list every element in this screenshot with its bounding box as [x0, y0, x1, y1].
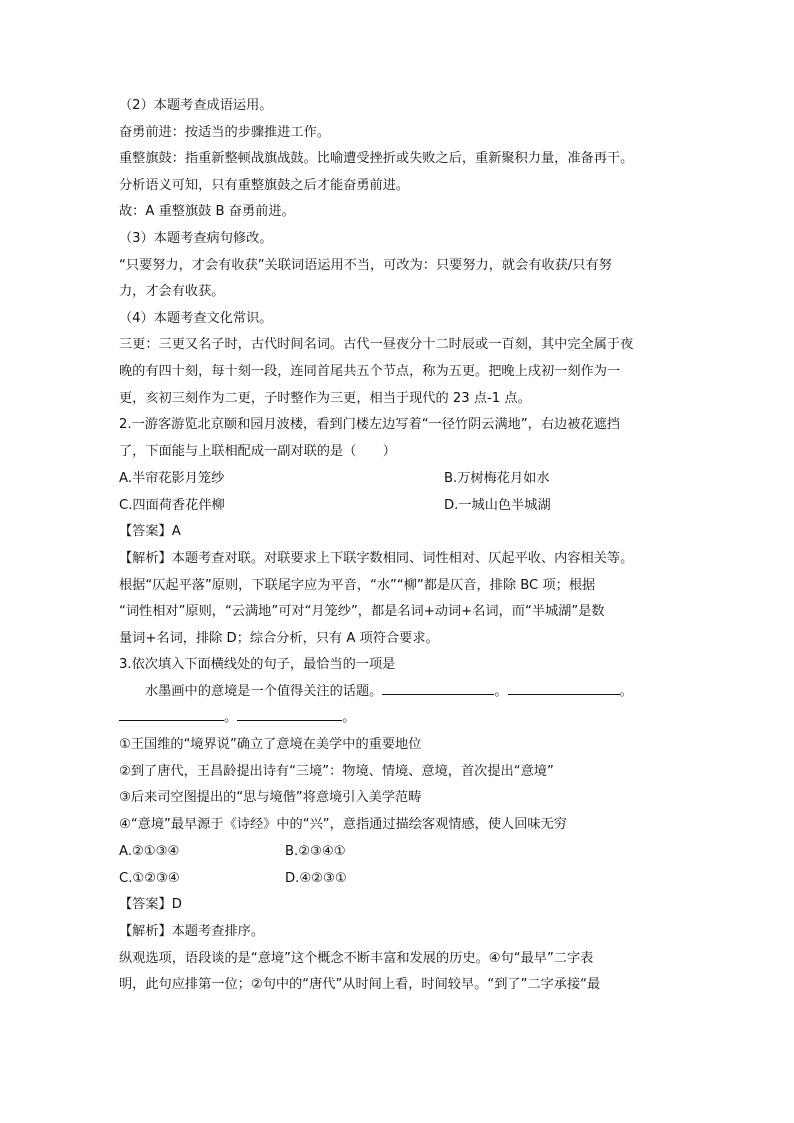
period: 。: [494, 683, 508, 699]
fill-blank: [382, 680, 494, 695]
analysis-line: “词性相对”原则，“云满地”可对“月笼纱”，都是名词+动词+名词，而“半城湖”是数: [119, 604, 605, 620]
question-3-passage: [119, 679, 679, 706]
analysis-line: 根据“仄起平落”原则，下联尾字应为平音，“水”“柳”都是仄音，排除 BC 项；根据: [119, 577, 596, 593]
fill-blank: [119, 706, 224, 721]
passage-text: 水墨画中的意境是一个值得关注的话题。: [145, 683, 383, 699]
analysis-line: 纵观选项，语段谈的是“意境”这个概念不断丰富和发展的历史。④句“最早”二字表: [119, 950, 594, 966]
options-row: [119, 838, 679, 865]
sentence-1: ①王国维的“境界说”确立了意境在美学中的重要地位: [119, 737, 422, 753]
option-b: B.②③④①: [285, 844, 346, 860]
fill-blank: [237, 706, 342, 721]
answer-label: 【答案】D: [119, 897, 182, 913]
text-line: （4）本题考查文化常识。: [119, 310, 273, 326]
question-3-stem: 3.依次填入下面横线处的句子，最恰当的一项是: [119, 657, 396, 673]
option-c: C.①②③④: [119, 871, 180, 887]
option-c: C.四面荷香花伴柳: [119, 498, 225, 514]
question-2-stem: 2.一游客游览北京颐和园月波楼，看到门楼左边写着“一径竹阴云满地”，右边被花遮挡: [119, 417, 620, 433]
text-line: （2）本题考查成语运用。: [119, 98, 273, 113]
text-line: 力，才会有收获。: [119, 284, 225, 300]
period: 。: [619, 683, 633, 699]
sentence-4: ④“意境”最早源于《诗经》中的“兴”，意指通过描绘客观情感，使人回味无穷: [119, 816, 567, 832]
option-b: B.万树梅花月如水: [444, 471, 550, 487]
text-line: 分析语义可知，只有重整旗鼓之后才能奋勇前进。: [119, 177, 410, 193]
question-3-passage-cont: [119, 705, 679, 732]
options-row: [119, 492, 679, 519]
document-body: [119, 93, 679, 999]
analysis-line: 明，此句应排第一位；②句中的“唐代”从时间上看，时间较早。“到了”二字承接“最: [119, 977, 601, 993]
sentence-3: ③后来司空图提出的“思与境偕”将意境引入美学范畴: [119, 790, 422, 806]
period: 。: [224, 710, 238, 726]
question-2-stem: 了，下面能与上联相配成一副对联的是（ ）: [119, 443, 396, 459]
text-line: （3）本题考查病句修改。: [119, 230, 273, 246]
option-a: A.半帘花影月笼纱: [119, 471, 225, 487]
text-line: 晚的有四十刻，每十刻一段，连同首尾共五个节点，称为五更。把晚上戌初一刻作为一: [119, 363, 621, 379]
options-row: [119, 865, 679, 892]
text-line: 重整旗鼓：指重新整顿战旗战鼓。比喻遭受挫折或失败之后，重新聚积力量，准备再干。: [119, 151, 634, 167]
analysis-line: 量词+名词，排除 D；综合分析，只有 A 项符合要求。: [119, 630, 439, 646]
analysis-line: 【解析】本题考查对联。对联要求上下联字数相同、词性相对、仄起平收、内容相关等。: [119, 550, 634, 566]
options-row: [119, 465, 679, 492]
text-line: 更，亥初三刻作为二更，子时整作为三更，相当于现代的 23 点-1 点。: [119, 390, 531, 406]
analysis-line: 【解析】本题考查排序。: [119, 924, 265, 940]
option-d: D.一城山色半城湖: [444, 498, 551, 514]
text-line: 故：A 重整旗鼓 B 奋勇前进。: [119, 204, 295, 220]
text-line: 奋勇前进：按适当的步骤推进工作。: [119, 124, 330, 140]
option-a: A.②①③④: [119, 844, 180, 860]
sentence-2: ②到了唐代，王昌龄提出诗有“三境”：物境、情境、意境，首次提出“意境”: [119, 763, 554, 779]
text-line: “只要努力，才会有收获”关联词语运用不当，可改为：只要努力，就会有收获/只有努: [119, 257, 612, 273]
option-d: D.④②③①: [285, 871, 347, 887]
text-line: 三更：三更又名子时，古代时间名词。古代一昼夜分十二时辰或一百刻，其中完全属于夜: [119, 337, 634, 353]
answer-label: 【答案】A: [119, 524, 181, 540]
period: 。: [342, 710, 356, 726]
fill-blank: [508, 680, 620, 695]
